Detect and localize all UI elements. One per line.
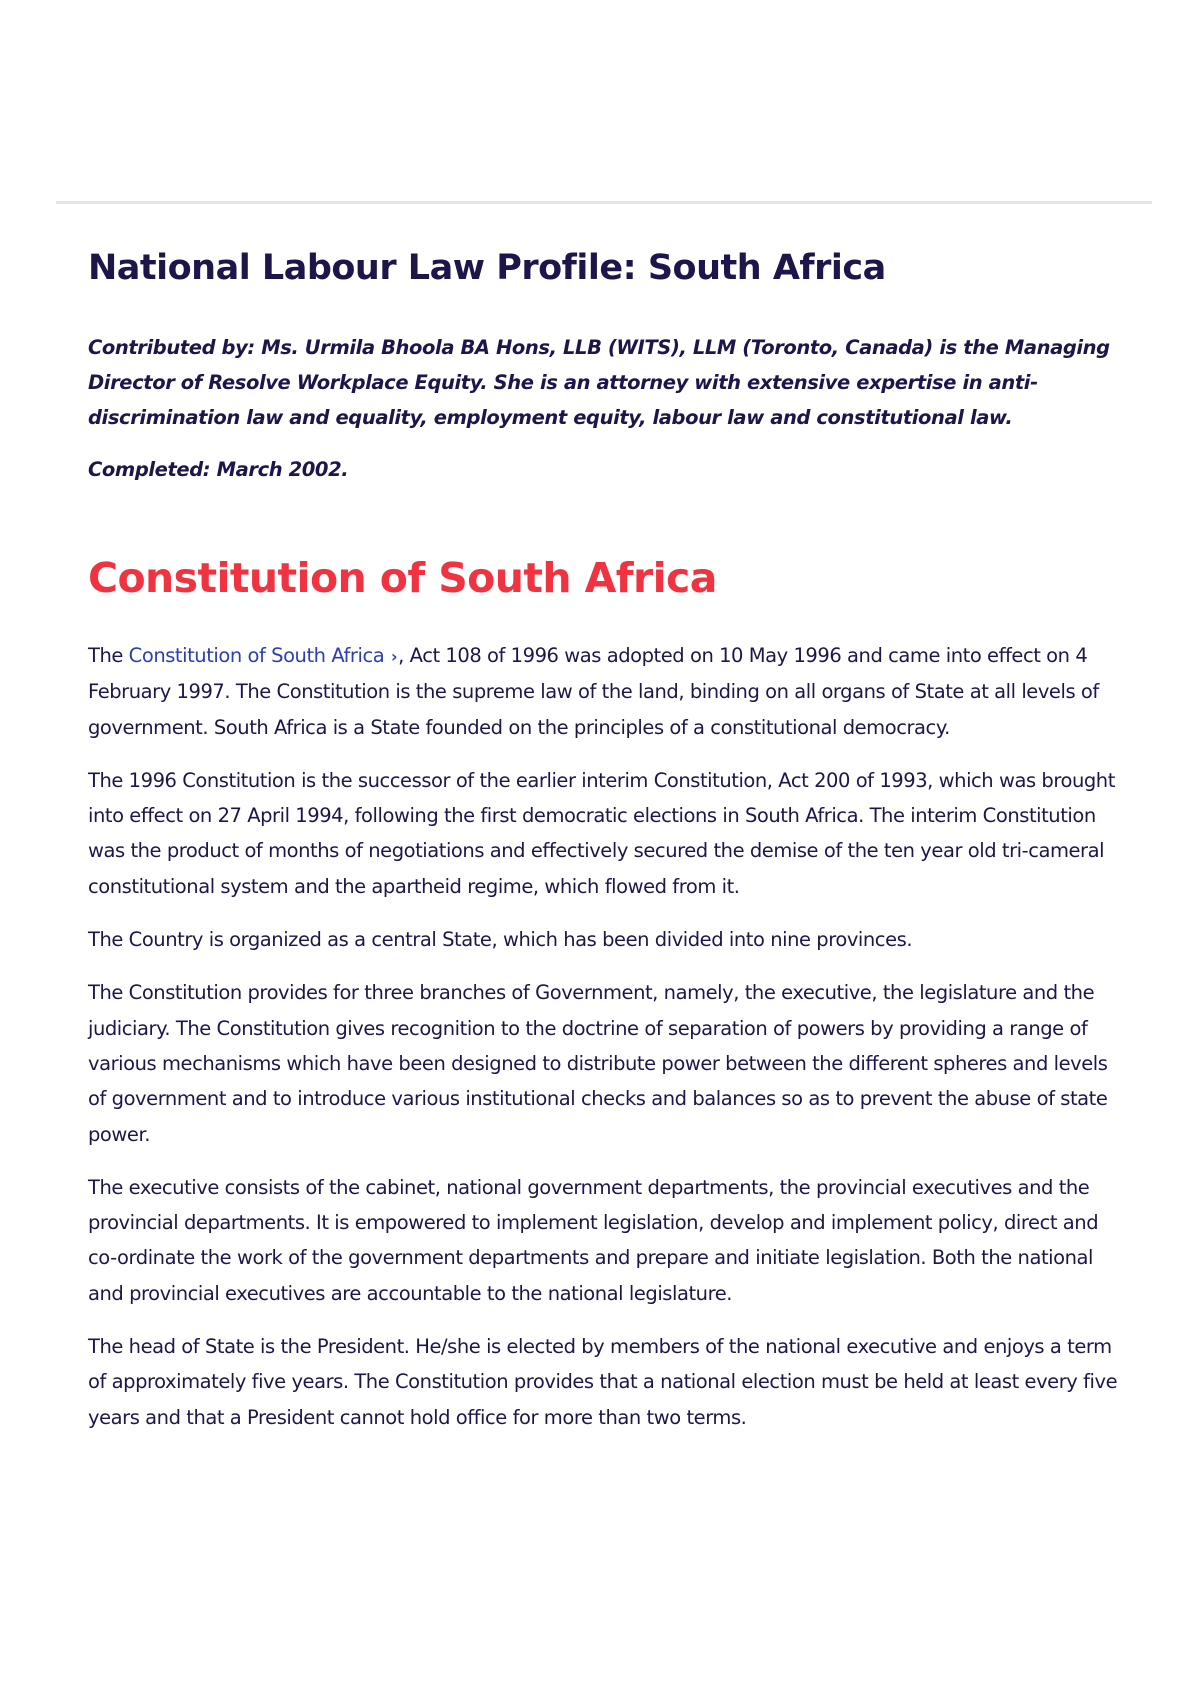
article-meta <box>88 330 1128 487</box>
article-content <box>88 240 1128 1435</box>
contributor-note: Contributed by: Ms. Urmila Bhoola BA Hons, LLB (WITS), LLM (Toronto, Canada) is the Managing Director of Resolve Workplace Equity. She is an attorney with extensive expertise in anti-discrimination law and equality, employment equity, labour law and constitutional law. <box>88 336 1110 429</box>
completion-date: Completed: March 2002. <box>88 458 349 481</box>
paragraph-provinces: The Country is organized as a central State, which has been divided into nine provinces. <box>88 928 913 952</box>
constitution-link-label: Constitution of South Africa <box>128 644 385 667</box>
constitution-link[interactable] <box>129 644 398 667</box>
paragraph-head-of-state: The head of State is the President. He/she is elected by members of the national executive and enjoys a term of approximately five years. The Constitution provides that a national election must be held at least every five years and that a President cannot hold office for more than two terms. <box>88 1335 1118 1429</box>
paragraph-branches-of-government: The Constitution provides for three branches of Government, namely, the executive, the legislature and the judiciary. The Constitution gives recognition to the doctrine of separation of powers by providing a range of various mechanisms which have been designed to distribute power between the different spheres and levels of government and to introduce various institutional checks and balances so as to prevent the abuse of state power. <box>88 981 1108 1146</box>
page-title: National Labour Law Profile: South Africa <box>88 248 886 288</box>
header-divider <box>56 201 1152 204</box>
paragraph-prefix: The <box>88 644 129 667</box>
paragraph-interim-constitution: The 1996 Constitution is the successor of the earlier interim Constitution, Act 200 of 1993, which was brought into effect on 27 April 1994, following the first democratic elections in South Africa. The interim Constitution was the product of months of negotiations and effectively secured the demise of the ten year old tri-cameral constitutional system and the apartheid regime, which flowed from it. <box>88 768 1115 898</box>
paragraph-suffix: , Act 108 of 1996 was adopted on 10 May 1996 and came into effect on 4 February 1997. The Constitution is the supreme law of the land, binding on all organs of State at all levels of government. South Africa is a State founded on the principles of a constitutional democracy. <box>88 644 1099 739</box>
section-heading-constitution: Constitution of South Africa <box>88 554 717 602</box>
chevron-right-icon: › <box>391 647 398 666</box>
paragraph-constitution-adoption <box>88 638 1128 745</box>
paragraph-executive: The executive consists of the cabinet, national government departments, the provincial executives and the provincial departments. It is empowered to implement legislation, develop and implement policy, direct and co-ordinate the work of the government departments and prepare and initiate legislation. Both the national and provincial executives are accountable to the national legislature. <box>88 1175 1099 1305</box>
